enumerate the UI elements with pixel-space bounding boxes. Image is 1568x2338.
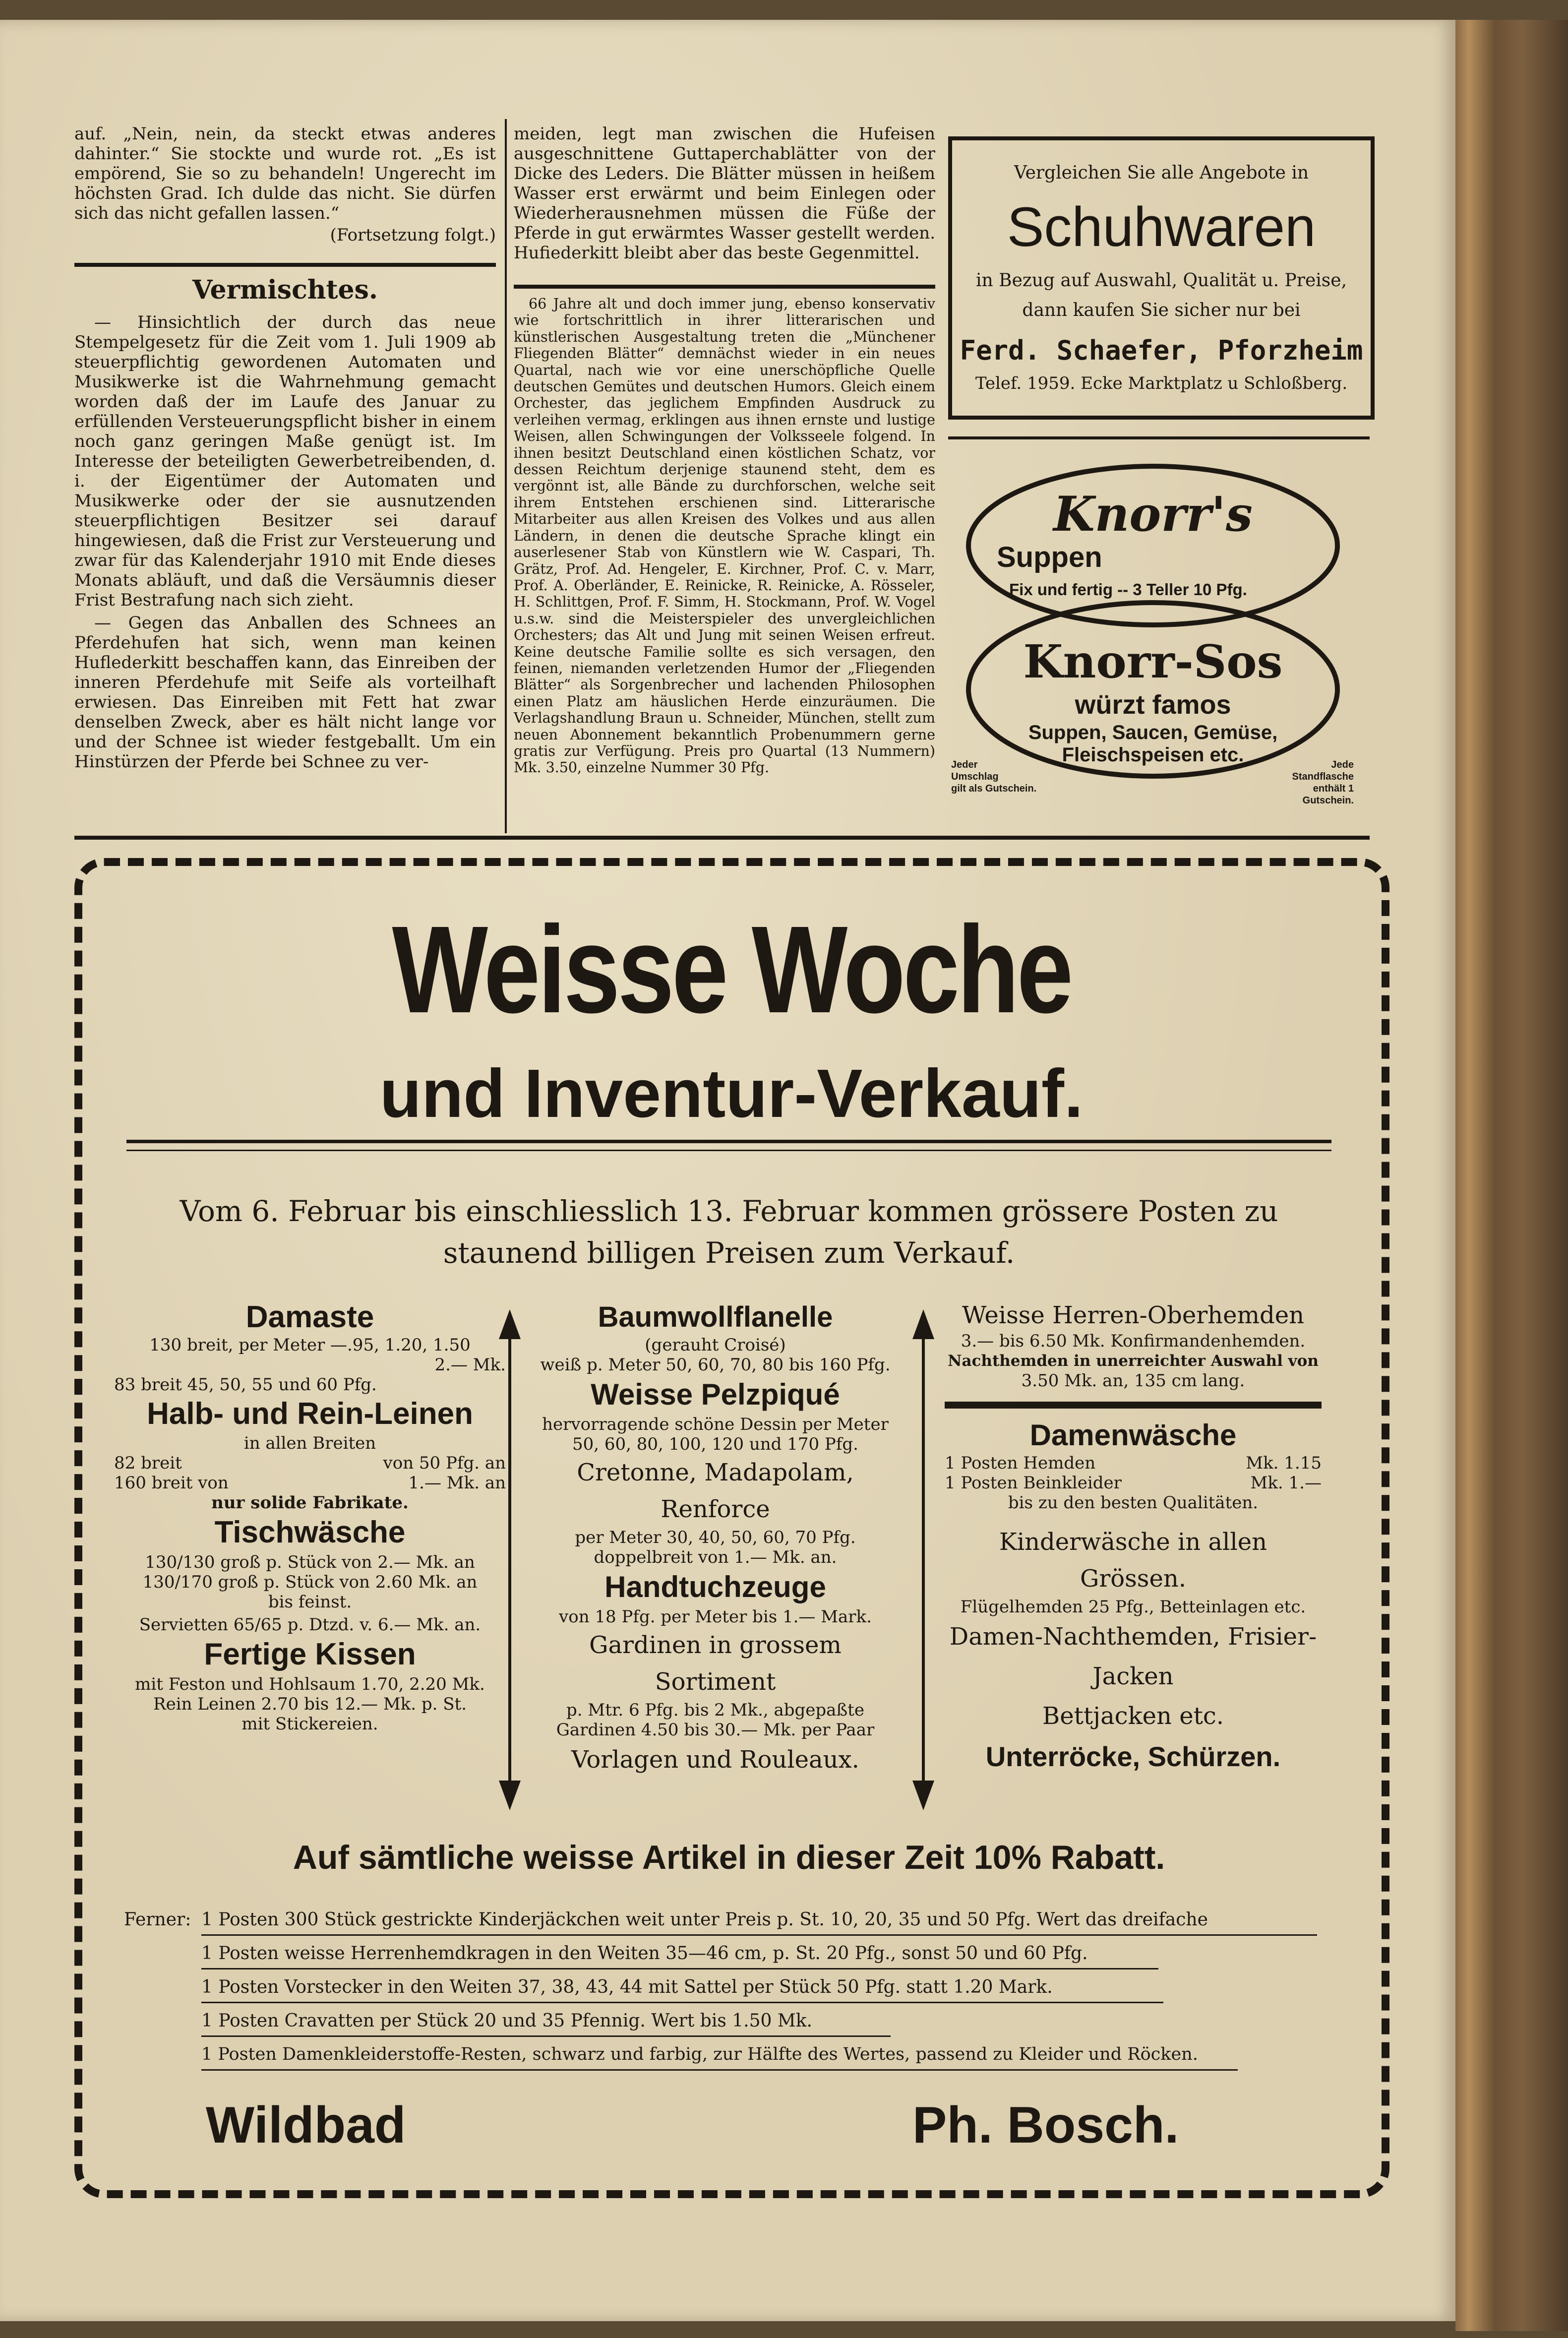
herren-heading: Weisse Herren-Oberhemden: [962, 1301, 1305, 1329]
baumwollflanelle-heading: Baumwollflanelle: [598, 1301, 833, 1333]
leinen-line2-price: von 50 Pfg. an: [383, 1453, 506, 1473]
knorr-brand: Knorr's: [1053, 486, 1253, 542]
knorr-left-note: [951, 759, 1036, 795]
kinder-line1: Flügelhemden 25 Pfg., Betteinlagen etc.: [960, 1597, 1306, 1617]
column-2-rule: [514, 285, 935, 289]
tisch-line4: Servietten 65/65 p. Dtzd. v. 6.— Mk. an.: [139, 1615, 481, 1635]
arrow-down-right-icon: [912, 1781, 934, 1810]
vermischtes-heading: Vermischtes.: [192, 275, 378, 305]
ad-title-rule-1: [126, 1140, 1331, 1143]
ferner-row-3-rule: [201, 2002, 1163, 2003]
column-1: [74, 124, 496, 245]
column-1-body: [74, 312, 496, 772]
pelzpique-heading: Weisse Pelzpiqué: [591, 1378, 840, 1411]
ferner-row-2-rule: [201, 1968, 1158, 1969]
column-2: [514, 124, 935, 263]
knorr-left-note-2: Umschlag: [951, 771, 999, 782]
hand-line1: von 18 Pfg. per Meter bis 1.— Mark.: [559, 1607, 872, 1627]
damen-line1-item: 1 Posten Hemden: [945, 1453, 1096, 1473]
herren-line1: 3.— bis 6.50 Mk. Konfirmandenhemden.: [961, 1331, 1306, 1351]
kissen-line3: mit Stickereien.: [241, 1714, 378, 1734]
ad-right-column: [945, 1299, 1322, 1778]
ferner-row-4-rule: [201, 2035, 891, 2037]
knorr-left-note-1: Jeder: [951, 759, 978, 770]
leinen-line2: [114, 1453, 506, 1473]
arrow-left-line: [508, 1339, 511, 1781]
rabatt-line: Auf sämtliche weisse Artikel in dieser Zeit 10% Rabatt.: [293, 1839, 1165, 1876]
tisch-line1: 130/130 groß p. Stück von 2.— Mk. an: [145, 1552, 475, 1572]
pelz-line1: hervorragende schöne Dessin per Meter: [542, 1415, 889, 1434]
kissen-line2: Rein Leinen 2.70 bis 12.— Mk. p. St.: [153, 1694, 467, 1714]
gardinen-heading: Gardinen in grossem Sortiment: [589, 1631, 842, 1696]
column-1-rule: [74, 263, 496, 267]
ferner-row-3: 1 Posten Vorstecker in den Weiten 37, 38, 43, 44 mit Sattel per Stück 50 Pfg. statt 1.20 Mark.: [201, 1977, 1053, 1997]
kissen-heading: Fertige Kissen: [204, 1637, 416, 1671]
knorr-desc1: Suppen, Saucen, Gemüse,: [1028, 722, 1278, 743]
pelz-line2: 50, 60, 80, 100, 120 und 170 Pfg.: [572, 1434, 858, 1454]
bettjacken-heading: Bettjacken etc.: [1042, 1702, 1224, 1730]
footer-wildbad: Wildbad: [206, 2096, 406, 2154]
ferner-row-5-rule: [201, 2069, 1238, 2071]
knorr-fix: Fix und fertig -- 3 Teller 10 Pfg.: [1009, 580, 1247, 599]
schaefer-line2: in Bezug auf Auswahl, Qualität u. Preise,: [975, 270, 1347, 291]
vorlagen-heading: Vorlagen und Rouleaux.: [571, 1746, 859, 1774]
fliegende-blaetter-article: 66 Jahre alt und doch immer jung, ebenso konservativ wie fortschrittlich in ihrer litterarischen und künstlerischen Ausgestaltung treten die „Münchener Fliegenden Blätter“ demnächst wieder in ein neues Quartal, nach wie vor eine unerschöpfliche Quelle deutschen Gemütes und deutschen Humors. Gleich einem Orchester, das jeglichem Empfinden Ausdruck zu verleihen vermag, erklingen aus ihnen ernste und lustige Weisen, allen Schwingungen der Volksseele folgend. In ihnen besitzt Deutschland einen köstlichen Schatz, vor dessen Reichtum derjenige staunend steht, dem es vergönnt ist, alle Bände zu durchforschen, welche seit ihrem Entstehen erschienen sind. Litterarische Mitarbeiter aus allen Kreisen des Volkes und aus allen Ländern, in denen die deutsche Sprache klingt ein auserlesener Stab von Künstlern wie W. Caspari, Th. Grätz, Prof. Ad. Hengeler, E. Kirchner, Prof. C. v. Marr, Prof. A. Oberländer, E. Reinicke, R. Reinicke, A. Rösseler, H. Schlittgen, Prof. F. Simm, H. Stockmann, Prof. W. Vogel u.s.w. sind die Meisterspieler des unvergleichlichen Orchesters; das Alt und Jung mit seinen Weisen erfreut. Keine deutsche Familie sollte es sich versagen, den feinen, niemanden verletzenden Humor der „Fliegenden Blätter“ als Sorgenbrecher und lachenden Philosophen einen Platz am häuslichen Herde einzuräumen. Die Verlagshandlung Braun u. Schneider, München, stellt zum neuen Abonnement bekanntlich Probenummern gerne gratis zur Verfügung. Preis pro Quartal (13 Nummern) Mk. 3.50, einzelne Nummer 30 Pfg.: [514, 296, 935, 776]
knorr-ad: [951, 456, 1354, 813]
baum-line2: weiß p. Meter 50, 60, 70, 80 bis 160 Pfg.: [540, 1355, 891, 1375]
kissen-line1: mit Feston und Hohlsaum 1.70, 2.20 Mk.: [135, 1674, 485, 1694]
ad-intro: Vom 6. Februar bis einschliesslich 13. Februar kommen grössere Posten zu staunend billigen Preisen zum Verkauf.: [180, 1194, 1278, 1270]
baum-line1: (gerauht Croisé): [645, 1335, 786, 1355]
ad-subtitle: und Inventur-Verkauf.: [379, 1055, 1084, 1132]
gard-line1: p. Mtr. 6 Pfg. bis 2 Mk., abgepaßte: [566, 1700, 864, 1720]
leinen-line2-width: 82 breit: [114, 1453, 182, 1473]
knorr-left-note-3: gilt als Gutschein.: [951, 783, 1037, 794]
knorr-right-note-2: Standflasche: [1292, 771, 1354, 782]
tisch-line2: 130/170 groß p. Stück von 2.60 Mk. an: [142, 1572, 478, 1592]
knorr-desc2: Fleischspeisen etc.: [1062, 744, 1244, 766]
tisch-line3: bis feinst.: [268, 1592, 352, 1612]
damaste-line2: 2.— Mk.: [434, 1355, 506, 1375]
book-spine: [1455, 20, 1568, 2331]
right-column-divider: [945, 1402, 1322, 1409]
unterroecke-heading: Unterröcke, Schürzen.: [985, 1741, 1281, 1772]
damen-line2-item: 1 Posten Beinkleider: [945, 1473, 1122, 1493]
damen-line1: [945, 1453, 1322, 1473]
herren-line2: Nachthemden in unerreichter Auswahl von: [948, 1352, 1319, 1370]
schaefer-contact: Telef. 1959. Ecke Marktplatz u Schloßberg.: [975, 373, 1348, 393]
pferdehufe-article: — Gegen das Anballen des Schnees an Pferdehufen hat sich, wenn man keinen Huflederkitt beschaffen kann, das Einreiben der inneren Pferdehufe mit Seife als vorteilhaft erwiesen. Das Einreiben mit Fett hat zwar denselben Zweck, aber es hält nicht lange vor und der Schnee ist wieder festgeballt. Um ein Hinstürzen der Pferde bei Schnee zu ver-: [74, 613, 496, 772]
handtuch-heading: Handtuchzeuge: [604, 1570, 826, 1603]
damaste-heading: Damaste: [245, 1300, 374, 1334]
leinen-heading: Halb- und Rein-Leinen: [147, 1397, 473, 1431]
fortsetzung-note: (Fortsetzung folgt.): [330, 225, 496, 245]
schaefer-name: Ferd. Schaefer, Pforzheim: [960, 335, 1363, 366]
ferner-row-1: 1 Posten 300 Stück gestrickte Kinderjäckchen weit unter Preis p. St. 10, 20, 35 und 50 Pfg. Wert das dreifache: [201, 1909, 1208, 1930]
leinen-line3-price: 1.— Mk. an: [408, 1473, 506, 1493]
damen-line3: bis zu den besten Qualitäten.: [1008, 1493, 1259, 1513]
top-section-rule: [74, 836, 1370, 840]
tischwaesche-heading: Tischwäsche: [214, 1515, 406, 1549]
ferner-row-1-rule: [201, 1934, 1317, 1936]
column-2-body: [514, 296, 935, 776]
footer-bosch: Ph. Bosch.: [912, 2096, 1179, 2154]
schaefer-title: Schuhwaren: [1007, 196, 1316, 258]
arrow-up-right-icon: [912, 1309, 934, 1339]
ferner-label: Ferner:: [124, 1909, 191, 1930]
ad-middle-column: [531, 1299, 900, 1780]
cret-line2: doppelbreit von 1.— Mk. an.: [594, 1547, 837, 1567]
right-column-rule: [948, 436, 1370, 439]
knorr-wuerzt: würzt famos: [1075, 690, 1231, 720]
arrow-right-line: [922, 1339, 925, 1781]
stempelgesetz-article: — Hinsichtlich der durch das neue Stempelgesetz für die Zeit vom 1. Juli 1909 ab steuerpflichtig gewordenen Automaten und Musikwerke ist die Wahrnehmung gemacht worden daß der im Laufe des Januar zu erfüllenden Versteuerungspflicht bisher in einem noch ganz geringen Maße genügt ist. Im Interesse der beteiligten Gewerbetreibenden, d. i. der Eigentümer der Automaten und Musikwerke oder der sie ausnutzenden steuerpflichtigen Besitzer sei darauf hingewiesen, daß die Frist zur Versteuerung und zwar für das Kalenderjahr 1910 mit Ende dieses Monats abläuft, und daß die Versäumnis dieser Frist Bestrafung nach sich zieht.: [74, 312, 496, 610]
knorr-sos-brand: Knorr-Sos: [1023, 635, 1283, 688]
damen-line1-price: Mk. 1.15: [1246, 1453, 1322, 1473]
kinderwaesche-heading: Kinderwäsche in allen Grössen.: [999, 1528, 1267, 1593]
herren-line3: 3.50 Mk. an, 135 cm lang.: [1021, 1371, 1245, 1391]
story-continuation: auf. „Nein, nein, da steckt etwas anderes dahinter.“ Sie stockte und wurde rot. „Es ist empörend, Sie so zu behandeln! Ungerecht im höchsten Grad. Ich dulde das nicht. Sie dürfen sich das nicht gefallen lassen.“: [74, 124, 496, 223]
column-divider-1: [505, 119, 507, 833]
cret-line1: per Meter 30, 40, 50, 60, 70 Pfg.: [575, 1528, 856, 1547]
damaste-line3: 83 breit 45, 50, 55 und 60 Pfg.: [114, 1375, 377, 1395]
nachthemden-heading: Damen-Nachthemden, Frisier-Jacken: [949, 1623, 1317, 1690]
schaefer-ad: [948, 136, 1375, 420]
cretonne-heading: Cretonne, Madapolam, Renforce: [577, 1459, 854, 1523]
leinen-line1: in allen Breiten: [243, 1433, 376, 1453]
ferner-row-5: 1 Posten Damenkleiderstoffe-Resten, schwarz und farbig, zur Hälfte des Wertes, passend zu Kleider und Röcken.: [201, 2044, 1198, 2064]
leinen-line3-width: 160 breit von: [114, 1473, 229, 1493]
damen-line2-price: Mk. 1.—: [1250, 1473, 1322, 1493]
leinen-line3: [114, 1473, 506, 1493]
damenwaesche-heading: Damenwäsche: [1029, 1418, 1237, 1452]
ad-left-column: [114, 1299, 506, 1734]
leinen-line4: nur solide Fabrikate.: [211, 1493, 409, 1513]
damen-line2: [945, 1473, 1322, 1493]
arrow-up-left-icon: [499, 1309, 521, 1339]
ferner-row-2: 1 Posten weisse Herrenhemdkragen in den Weiten 35—46 cm, p. St. 20 Pfg., sonst 50 und 60 Pfg.: [201, 1943, 1088, 1964]
ferner-row-4: 1 Posten Cravatten per Stück 20 und 35 Pfennig. Wert bis 1.50 Mk.: [201, 2011, 812, 2031]
ad-title-rule-2: [126, 1150, 1331, 1151]
hufeisen-article: meiden, legt man zwischen die Hufeisen ausgeschnittene Guttaperchablätter von der Dicke des Leders. Die Blätter müssen in heißem Wasser erst erwärmt und beim Einlegen oder Wiederherausnehmen müssen die Füße der Pferde in gut erwärmtes Wasser gestellt werden. Hufiederkitt bleibt aber das beste Gegenmittel.: [514, 124, 935, 263]
schaefer-line1: Vergleichen Sie alle Angebote in: [1014, 163, 1309, 183]
damaste-line1: 130 breit, per Meter —.95, 1.20, 1.50: [149, 1335, 471, 1355]
ad-title: Weisse Woche: [392, 900, 1071, 1039]
gard-line2: Gardinen 4.50 bis 30.— Mk. per Paar: [556, 1720, 875, 1740]
knorr-right-note-1: Jede: [1331, 759, 1354, 770]
knorr-suppen: Suppen: [997, 541, 1102, 573]
knorr-right-note: [1265, 759, 1354, 806]
knorr-right-note-3: enthält 1 Gutschein.: [1302, 783, 1354, 806]
schaefer-line3: dann kaufen Sie sicher nur bei: [1022, 300, 1301, 320]
arrow-down-left-icon: [499, 1781, 521, 1810]
